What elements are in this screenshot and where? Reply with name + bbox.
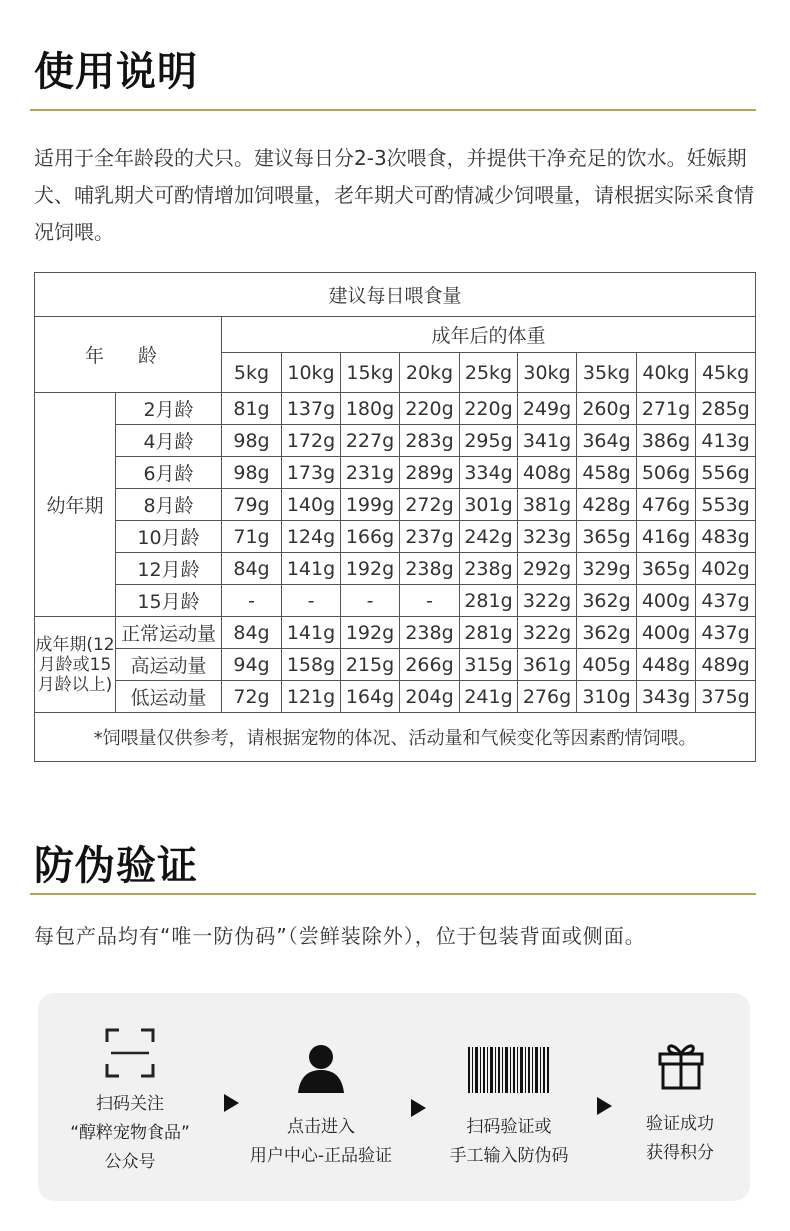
table-cell: 276g — [518, 681, 577, 713]
verify-divider — [30, 893, 756, 895]
usage-divider — [30, 109, 756, 111]
table-cell: 238g — [460, 553, 518, 585]
row-age-label: 8月龄 — [116, 489, 222, 521]
verify-heading: 防伪验证 — [34, 843, 198, 889]
step-2-line-1: 点击进入 — [287, 1117, 355, 1137]
table-cell: 166g — [341, 521, 400, 553]
table-cell: 428g — [577, 489, 637, 521]
table-cell: 292g — [518, 553, 577, 585]
row-age-label: 低运动量 — [116, 681, 222, 713]
step-arrow-3 — [597, 1097, 612, 1115]
table-row — [35, 553, 756, 585]
table-cell: 215g — [341, 649, 400, 681]
table-cell: 322g — [518, 585, 577, 617]
step-1-line-2: “醇粹宠物食品” — [70, 1123, 190, 1143]
table-title: 建议每日喂食量 — [35, 273, 756, 317]
table-cell: 158g — [282, 649, 341, 681]
table-cell: 238g — [400, 553, 460, 585]
row-age-label: 正常运动量 — [116, 617, 222, 649]
table-cell: 289g — [400, 457, 460, 489]
table-cell: 362g — [577, 585, 637, 617]
weight-col-header: 35kg — [577, 353, 637, 393]
table-cell: 237g — [400, 521, 460, 553]
table-cell: 506g — [637, 457, 696, 489]
table-cell: 121g — [282, 681, 341, 713]
table-footnote: *饲喂量仅供参考，请根据宠物的体况、活动量和气候变化等因素酌情饲喂。 — [35, 713, 756, 762]
stage-label: 幼年期 — [35, 393, 116, 617]
age-header: 年 龄 — [35, 317, 222, 393]
table-cell: 242g — [460, 521, 518, 553]
table-cell: 553g — [696, 489, 756, 521]
weight-col-header: 15kg — [341, 353, 400, 393]
table-cell: 381g — [518, 489, 577, 521]
table-row — [35, 489, 756, 521]
table-cell: 81g — [222, 393, 282, 425]
table-cell: 98g — [222, 457, 282, 489]
table-cell: 315g — [460, 649, 518, 681]
table-cell: 458g — [577, 457, 637, 489]
table-cell: 79g — [222, 489, 282, 521]
weight-col-header: 30kg — [518, 353, 577, 393]
step-1-line-3: 公众号 — [104, 1152, 156, 1172]
table-cell: 266g — [400, 649, 460, 681]
table-cell: 140g — [282, 489, 341, 521]
usage-paragraph: 适用于全年龄段的犬只。建议每日分2-3次喂食，并提供干净充足的饮水。妊娠期犬、哺乳期犬可酌情增加饲喂量，老年期犬可酌情减少饲喂量，请根据实际采食情况饲喂。 — [34, 146, 754, 244]
verify-steps-panel — [38, 993, 750, 1201]
table-row — [35, 521, 756, 553]
verify-step-4 — [618, 1110, 742, 1168]
table-cell: 84g — [222, 553, 282, 585]
scan-frame-icon — [105, 1028, 155, 1082]
row-age-label: 6月龄 — [116, 457, 222, 489]
weight-col-header: 25kg — [460, 353, 518, 393]
barcode-icon — [468, 1047, 550, 1097]
row-age-label: 10月龄 — [116, 521, 222, 553]
table-cell: 249g — [518, 393, 577, 425]
table-cell: 341g — [518, 425, 577, 457]
table-cell: 295g — [460, 425, 518, 457]
weight-col-header: 5kg — [222, 353, 282, 393]
table-cell: - — [341, 585, 400, 617]
table-cell: 260g — [577, 393, 637, 425]
table-cell: 329g — [577, 553, 637, 585]
table-cell: 416g — [637, 521, 696, 553]
table-row — [35, 425, 756, 457]
table-cell: - — [222, 585, 282, 617]
table-cell: 281g — [460, 617, 518, 649]
table-cell: 164g — [341, 681, 400, 713]
stage-label: 成年期(12月龄或15月龄以上) — [35, 617, 116, 713]
table-cell: 400g — [637, 617, 696, 649]
feeding-table — [34, 272, 756, 762]
table-cell: - — [282, 585, 341, 617]
row-age-label: 高运动量 — [116, 649, 222, 681]
step-2-line-2: 用户中心-正品验证 — [249, 1146, 393, 1166]
table-cell: 98g — [222, 425, 282, 457]
table-cell: 227g — [341, 425, 400, 457]
table-cell: 483g — [696, 521, 756, 553]
table-row — [35, 585, 756, 617]
step-3-line-1: 扫码验证或 — [466, 1117, 552, 1137]
table-cell: 402g — [696, 553, 756, 585]
table-cell: 172g — [282, 425, 341, 457]
row-age-label: 12月龄 — [116, 553, 222, 585]
table-cell: 323g — [518, 521, 577, 553]
table-cell: 437g — [696, 617, 756, 649]
table-row — [35, 649, 756, 681]
table-cell: 192g — [341, 617, 400, 649]
table-cell: 489g — [696, 649, 756, 681]
table-cell: 94g — [222, 649, 282, 681]
weight-col-header: 10kg — [282, 353, 341, 393]
table-cell: 285g — [696, 393, 756, 425]
table-cell: 272g — [400, 489, 460, 521]
row-age-label: 2月龄 — [116, 393, 222, 425]
table-row — [35, 617, 756, 649]
table-cell: 192g — [341, 553, 400, 585]
table-cell: 220g — [400, 393, 460, 425]
verify-paragraph: 每包产品均有“唯一防伪码”（尝鲜装除外），位于包装背面或侧面。 — [34, 924, 646, 948]
table-cell: 124g — [282, 521, 341, 553]
row-age-label: 15月龄 — [116, 585, 222, 617]
usage-heading: 使用说明 — [34, 49, 198, 95]
weight-col-header: 40kg — [637, 353, 696, 393]
table-cell: - — [400, 585, 460, 617]
table-cell: 322g — [518, 617, 577, 649]
table-row — [35, 681, 756, 713]
table-cell: 84g — [222, 617, 282, 649]
table-cell: 365g — [577, 521, 637, 553]
gift-icon — [657, 1040, 705, 1094]
table-cell: 408g — [518, 457, 577, 489]
table-cell: 556g — [696, 457, 756, 489]
weight-col-header: 45kg — [696, 353, 756, 393]
table-cell: 71g — [222, 521, 282, 553]
weight-header: 成年后的体重 — [222, 317, 756, 353]
step-1-line-1: 扫码关注 — [96, 1094, 164, 1114]
verify-step-3 — [424, 1113, 594, 1171]
table-cell: 400g — [637, 585, 696, 617]
step-3-line-2: 手工输入防伪码 — [449, 1146, 569, 1166]
verify-step-1 — [38, 1090, 222, 1177]
table-cell: 413g — [696, 425, 756, 457]
step-arrow-1 — [224, 1094, 239, 1112]
table-cell: 141g — [282, 617, 341, 649]
table-cell: 362g — [577, 617, 637, 649]
table-cell: 180g — [341, 393, 400, 425]
row-age-label: 4月龄 — [116, 425, 222, 457]
table-row — [35, 393, 756, 425]
table-cell: 386g — [637, 425, 696, 457]
table-cell: 364g — [577, 425, 637, 457]
verify-step-2 — [226, 1113, 416, 1171]
table-cell: 343g — [637, 681, 696, 713]
table-cell: 437g — [696, 585, 756, 617]
table-cell: 310g — [577, 681, 637, 713]
table-cell: 365g — [637, 553, 696, 585]
table-cell: 375g — [696, 681, 756, 713]
table-cell: 281g — [460, 585, 518, 617]
table-cell: 361g — [518, 649, 577, 681]
table-cell: 72g — [222, 681, 282, 713]
table-cell: 301g — [460, 489, 518, 521]
user-icon — [296, 1043, 346, 1097]
table-cell: 405g — [577, 649, 637, 681]
table-cell: 448g — [637, 649, 696, 681]
table-cell: 141g — [282, 553, 341, 585]
table-cell: 204g — [400, 681, 460, 713]
table-cell: 238g — [400, 617, 460, 649]
table-cell: 241g — [460, 681, 518, 713]
weight-col-header: 20kg — [400, 353, 460, 393]
table-row — [35, 457, 756, 489]
table-cell: 283g — [400, 425, 460, 457]
step-4-line-1: 验证成功 — [646, 1114, 714, 1134]
table-cell: 220g — [460, 393, 518, 425]
step-4-line-2: 获得积分 — [646, 1143, 714, 1163]
table-cell: 334g — [460, 457, 518, 489]
table-cell: 271g — [637, 393, 696, 425]
table-cell: 137g — [282, 393, 341, 425]
table-cell: 173g — [282, 457, 341, 489]
table-cell: 231g — [341, 457, 400, 489]
table-cell: 476g — [637, 489, 696, 521]
table-cell: 199g — [341, 489, 400, 521]
